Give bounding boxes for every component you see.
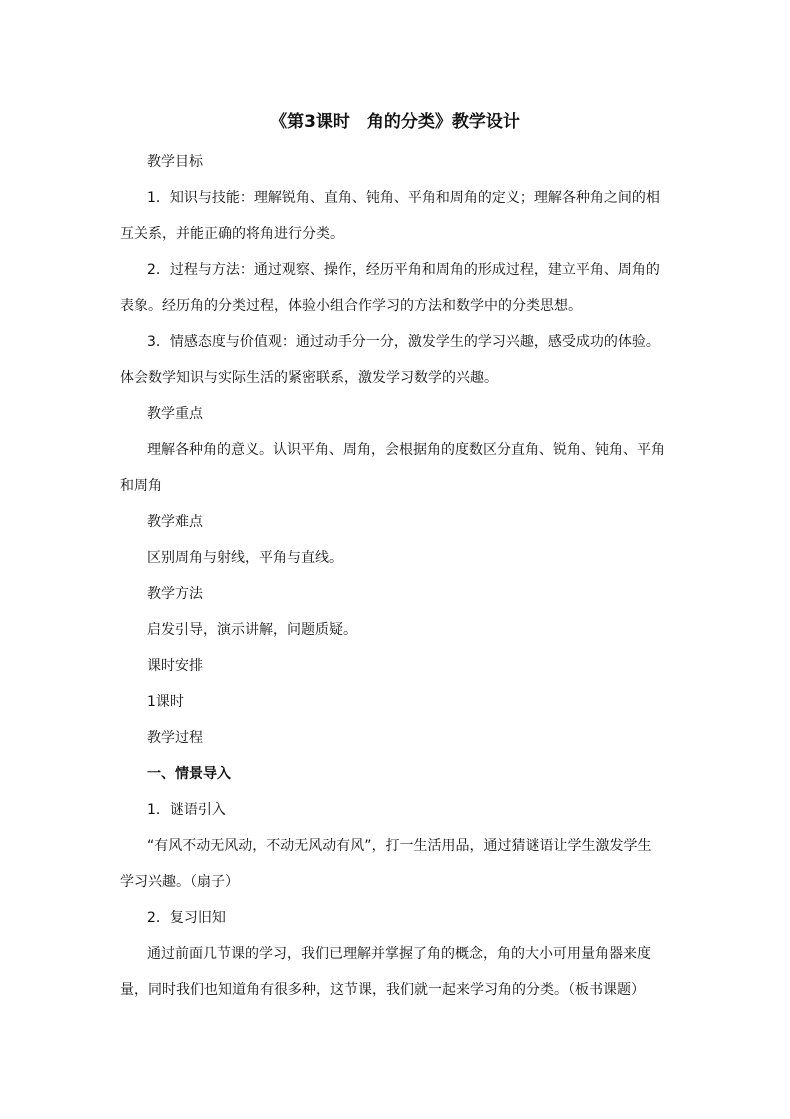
method-heading: 教学方法 <box>147 586 203 602</box>
review-line1: 通过前面几节课的学习，我们已理解并掌握了角的概念，角的大小可用量角器来度 <box>147 946 651 962</box>
goal1-line1: 1．知识与技能：理解锐角、直角、钝角、平角和周角的定义；理解各种角之间的相 <box>147 190 660 206</box>
key-line2: 和周角 <box>120 478 162 494</box>
goal3-line2: 体会数学知识与实际生活的紧密联系，激发学习数学的兴趣。 <box>120 370 498 386</box>
riddle-line2: 学习兴趣。（扇子） <box>120 874 239 890</box>
difficulty-text: 区别周角与射线，平角与直线。 <box>147 550 343 566</box>
review-line2: 量，同时我们也知道角有很多种，这节课，我们就一起来学习角的分类。（板书课题） <box>120 982 645 998</box>
goal3-line1: 3．情感态度与价值观：通过动手分一分，激发学生的学习兴趣，感受成功的体验。 <box>147 334 660 350</box>
document-title: 《第3课时 角的分类》教学设计 <box>270 112 520 132</box>
goals-heading: 教学目标 <box>147 154 203 170</box>
schedule-text: 1课时 <box>147 694 184 710</box>
process-heading: 教学过程 <box>147 730 203 746</box>
riddle-line1: “有风不动无风动，不动无风动有风”，打一生活用品，通过猜谜语让学生激发学生 <box>147 838 652 854</box>
part1-heading: 一、情景导入 <box>147 766 231 782</box>
goal2-line1: 2．过程与方法：通过观察、操作，经历平角和周角的形成过程，建立平角、周角的 <box>147 262 660 278</box>
key-line1: 理解各种角的意义。认识平角、周角，会根据角的度数区分直角、锐角、钝角、平角 <box>147 442 665 458</box>
key-heading: 教学重点 <box>147 406 203 422</box>
part1-sub1: 1．谜语引入 <box>147 802 226 818</box>
method-text: 启发引导，演示讲解，问题质疑。 <box>147 622 357 638</box>
part1-sub2: 2．复习旧知 <box>147 910 226 926</box>
goal1-line2: 互关系，并能正确的将角进行分类。 <box>120 226 344 242</box>
schedule-heading: 课时安排 <box>147 658 203 674</box>
goal2-line2: 表象。经历角的分类过程，体验小组合作学习的方法和数学中的分类思想。 <box>120 298 582 314</box>
difficulty-heading: 教学难点 <box>147 514 203 530</box>
